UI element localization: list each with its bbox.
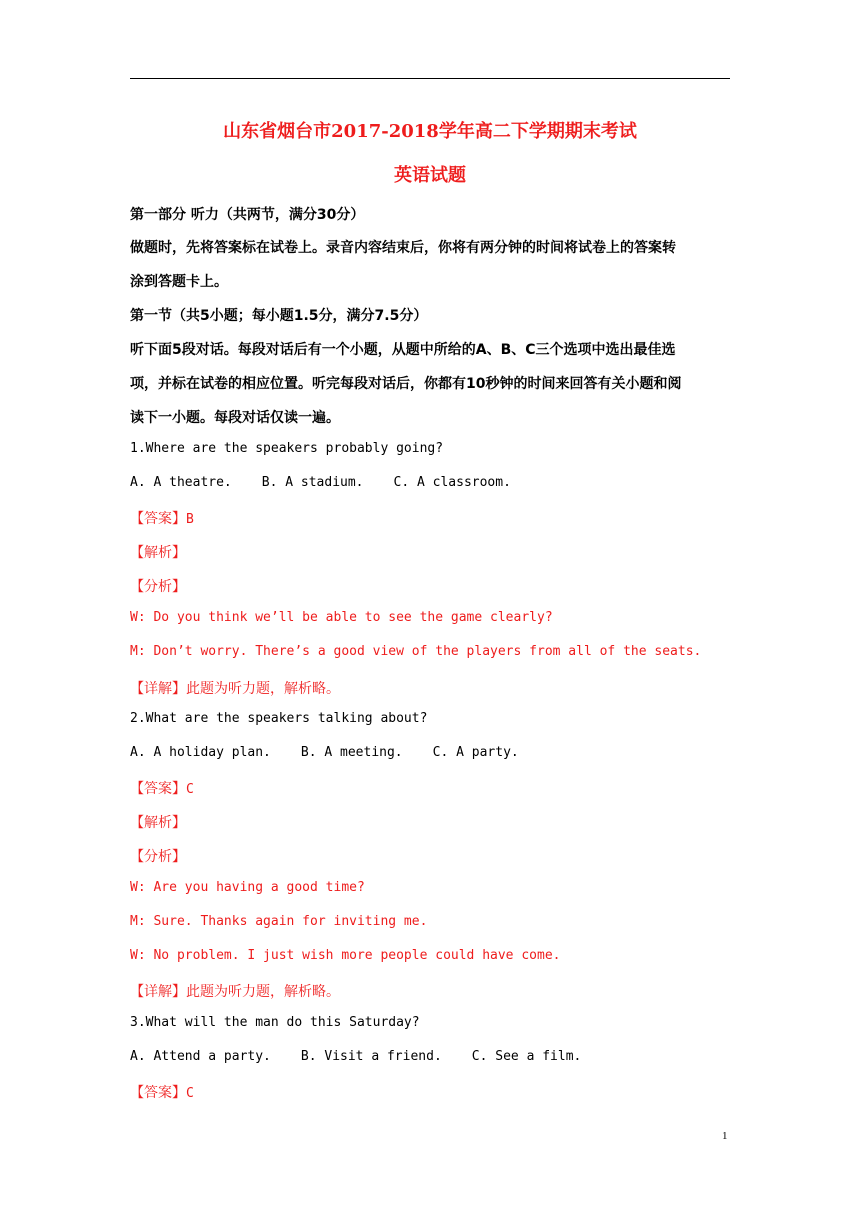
- answer-1: [130, 508, 194, 528]
- answer-value: C: [186, 782, 194, 797]
- option-b: B. Visit a friend.: [300, 1049, 442, 1064]
- answer-value: B: [186, 512, 194, 527]
- xiangjie-label: 【详解】: [130, 984, 186, 1000]
- option-c: C. A classroom.: [393, 475, 511, 490]
- answer-label: 【答案】: [130, 511, 186, 527]
- jiexi-label-1: 【解析】: [130, 545, 186, 561]
- instruction-line-2: 涂到答题卡上。: [130, 274, 228, 290]
- exam-title: 山东省烟台市2017-2018学年高二下学期期末考试: [223, 121, 637, 142]
- transcript-line: W: Are you having a good time?: [130, 880, 365, 895]
- option-b: B. A stadium.: [261, 475, 364, 490]
- instruction-line-1: 做题时，先将答案标在试卷上。录音内容结束后，你将有两分钟的时间将试卷上的答案转: [130, 240, 676, 256]
- exam-subtitle: 英语试题: [394, 165, 466, 186]
- option-a: A. A theatre.: [130, 475, 232, 490]
- answer-3: [130, 1082, 194, 1102]
- detail-text: 此题为听力题，解析略。: [186, 984, 340, 1000]
- answer-2: [130, 778, 194, 798]
- question-2-options: [130, 745, 519, 760]
- xiangjie-label: 【详解】: [130, 681, 186, 697]
- answer-value: C: [186, 1086, 194, 1101]
- question-1: 1.Where are the speakers probably going?: [130, 441, 444, 456]
- transcript-line: W: No problem. I just wish more people could have come.: [130, 948, 561, 963]
- jiexi-label-2: 【解析】: [130, 815, 186, 831]
- part1-heading: 第一部分 听力（共两节，满分30分）: [130, 207, 365, 223]
- page-number: 1: [722, 1130, 728, 1142]
- question-2: 2.What are the speakers talking about?: [130, 711, 428, 726]
- answer-label: 【答案】: [130, 781, 186, 797]
- question-3-options: [130, 1049, 581, 1064]
- directions-line-2: 项，并标在试卷的相应位置。听完每段对话后，你都有10秒钟的时间来回答有关小题和阅: [130, 376, 682, 392]
- answer-label: 【答案】: [130, 1085, 186, 1101]
- fenxi-label-2: 【分析】: [130, 849, 186, 865]
- fenxi-label-1: 【分析】: [130, 579, 186, 595]
- directions-line-1: 听下面5段对话。每段对话后有一个小题，从题中所给的A、B、C三个选项中选出最佳选: [130, 342, 676, 358]
- directions-line-3: 读下一小题。每段对话仅读一遍。: [130, 410, 340, 426]
- option-a: A. Attend a party.: [130, 1049, 271, 1064]
- option-c: C. A party.: [432, 745, 519, 760]
- transcript-line: W: Do you think we’ll be able to see the game clearly?: [130, 610, 553, 625]
- question-1-options: [130, 475, 511, 490]
- question-3: 3.What will the man do this Saturday?: [130, 1015, 420, 1030]
- detail-2: [130, 981, 340, 1001]
- header-rule: [130, 78, 730, 79]
- option-b: B. A meeting.: [300, 745, 403, 760]
- transcript-line: M: Sure. Thanks again for inviting me.: [130, 914, 428, 929]
- detail-1: [130, 678, 340, 698]
- section1-heading: 第一节（共5小题；每小题1.5分，满分7.5分）: [130, 308, 428, 324]
- option-a: A. A holiday plan.: [130, 745, 271, 760]
- option-c: C. See a film.: [471, 1049, 582, 1064]
- transcript-line: M: Don’t worry. There’s a good view of the players from all of the seats.: [130, 644, 702, 659]
- detail-text: 此题为听力题，解析略。: [186, 681, 340, 697]
